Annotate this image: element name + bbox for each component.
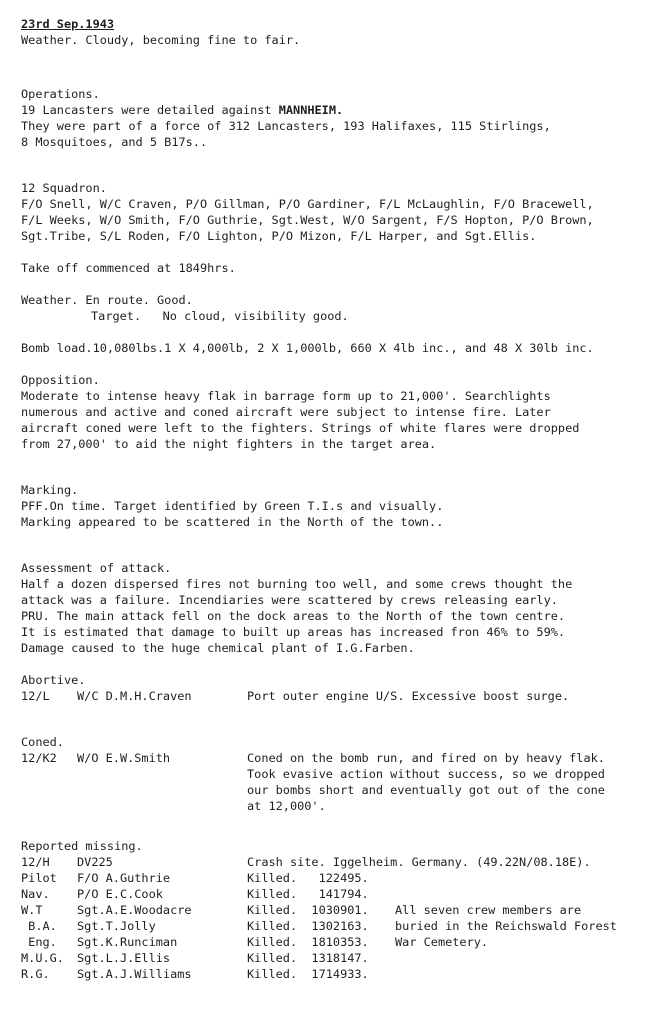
crew-row	[21, 950, 651, 966]
operations-heading: Operations.	[21, 87, 100, 101]
crew-name: Sgt.K.Runciman	[77, 935, 178, 949]
abortive-heading: Abortive.	[21, 673, 86, 687]
crew-row	[21, 966, 651, 982]
crew-role: M.U.G.	[21, 951, 64, 965]
crew-name: F/O A.Guthrie	[77, 871, 171, 885]
assessment-line-2: attack was a failure. Incendiaries were scattered by crews releasing early.	[21, 593, 558, 607]
coned-entry	[21, 750, 651, 814]
crew-name: Sgt.L.J.Ellis	[77, 951, 171, 965]
crew-status: Killed. 141794.	[247, 887, 369, 901]
missing-serial: DV225	[77, 855, 113, 869]
weather-en-route: Weather. En route. Good.	[21, 293, 193, 307]
opposition-heading: Opposition.	[21, 373, 100, 387]
crew-name: Sgt.A.J.Williams	[77, 967, 192, 981]
entry-date: 23rd Sep.1943	[21, 17, 115, 31]
crew-row	[21, 870, 651, 886]
bomb-load: Bomb load.10,080lbs.1 X 4,000lb, 2 X 1,000lb, 660 X 4lb inc., and 48 X 30lb inc.	[21, 341, 594, 355]
crew-note: War Cemetery.	[395, 935, 489, 949]
crew-role: R.G.	[21, 967, 50, 981]
marking-line-2: Marking appeared to be scattered in the North of the town..	[21, 515, 444, 529]
coned-pilot: W/O E.W.Smith	[77, 751, 171, 765]
missing-aircraft-row	[21, 854, 651, 870]
assessment-heading: Assessment of attack.	[21, 561, 172, 575]
crew-row	[21, 934, 651, 950]
crew-status: Killed. 1714933.	[247, 967, 369, 981]
crew-name: Sgt.A.E.Woodacre	[77, 903, 192, 917]
weather-target: Target. No cloud, visibility good.	[91, 309, 349, 323]
crew-status: Killed. 122495.	[247, 871, 369, 885]
coned-line-3: our bombs short and eventually got out of the cone	[247, 783, 605, 797]
crew-role: B.A.	[21, 919, 57, 933]
coned-heading: Coned.	[21, 735, 64, 749]
crew-status: Killed. 1810353.	[247, 935, 369, 949]
abortive-reason: Port outer engine U/S. Excessive boost surge.	[247, 689, 570, 703]
assessment-line-1: Half a dozen dispersed fires not burning too well, and some crews thought the	[21, 577, 573, 591]
opposition-line-4: from 27,000' to aid the night fighters in the target area.	[21, 437, 437, 451]
crew-name: P/O E.C.Cook	[77, 887, 163, 901]
operations-line-3: 8 Mosquitoes, and 5 B17s..	[21, 135, 208, 149]
squadron-crews-line-2: F/L Weeks, W/O Smith, F/O Guthrie, Sgt.West, W/O Sargent, F/S Hopton, P/O Brown,	[21, 213, 594, 227]
squadron-crews-line-3: Sgt.Tribe, S/L Roden, F/O Lighton, P/O Mizon, F/L Harper, and Sgt.Ellis.	[21, 229, 537, 243]
crew-role: Nav.	[21, 887, 50, 901]
weather-summary: Weather. Cloudy, becoming fine to fair.	[21, 33, 301, 47]
abortive-entry	[21, 688, 651, 704]
marking-heading: Marking.	[21, 483, 79, 497]
crew-row	[21, 918, 651, 934]
coned-aircraft: 12/K2	[21, 751, 57, 765]
crew-role: Pilot	[21, 871, 57, 885]
crew-status: Killed. 1030901.	[247, 903, 369, 917]
assessment-line-3: PRU. The main attack fell on the dock areas to the North of the town centre.	[21, 609, 566, 623]
crew-name: Sgt.T.Jolly	[77, 919, 156, 933]
missing-aircraft: 12/H	[21, 855, 50, 869]
coned-line-1: Coned on the bomb run, and fired on by heavy flak.	[247, 751, 605, 765]
assessment-line-5: Damage caused to the huge chemical plant of I.G.Farben.	[21, 641, 415, 655]
operations-line-1	[21, 102, 651, 118]
marking-line-1: PFF.On time. Target identified by Green T.I.s and visually.	[21, 499, 444, 513]
takeoff-time: Take off commenced at 1849hrs.	[21, 261, 236, 275]
crew-status: Killed. 1318147.	[247, 951, 369, 965]
crew-role: W.T	[21, 903, 43, 917]
abortive-pilot: W/C D.M.H.Craven	[77, 689, 192, 703]
opposition-line-1: Moderate to intense heavy flak in barrage form up to 21,000'. Searchlights	[21, 389, 551, 403]
assessment-line-4: It is estimated that damage to built up areas has increased fron 46% to 59%.	[21, 625, 566, 639]
crew-note: All seven crew members are	[395, 903, 582, 917]
coned-line-2: Took evasive action without success, so we dropped	[247, 767, 605, 781]
crew-role: Eng.	[21, 935, 57, 949]
opposition-line-2: numerous and active and coned aircraft were subject to intense fire. Later	[21, 405, 551, 419]
opposition-line-3: aircraft coned were left to the fighters. Strings of white flares were dropped	[21, 421, 580, 435]
crew-row	[21, 886, 651, 902]
operations-record-page	[21, 16, 651, 982]
operations-line-2: They were part of a force of 312 Lancasters, 193 Halifaxes, 115 Stirlings,	[21, 119, 551, 133]
crew-row	[21, 902, 651, 918]
crew-status: Killed. 1302163.	[247, 919, 369, 933]
squadron-crews-line-1: F/O Snell, W/C Craven, P/O Gillman, P/O Gardiner, F/L McLaughlin, F/O Bracewell,	[21, 197, 594, 211]
operations-detail: 19 Lancasters were detailed against	[21, 103, 279, 117]
missing-heading: Reported missing.	[21, 839, 143, 853]
target-name: MANNHEIM.	[278, 103, 344, 117]
coned-line-4: at 12,000'.	[247, 799, 326, 813]
squadron-heading: 12 Squadron.	[21, 181, 107, 195]
abortive-aircraft: 12/L	[21, 689, 50, 703]
missing-crash-site: Crash site. Iggelheim. Germany. (49.22N/08.18E).	[247, 855, 591, 869]
crew-note: buried in the Reichswald Forest	[395, 919, 617, 933]
